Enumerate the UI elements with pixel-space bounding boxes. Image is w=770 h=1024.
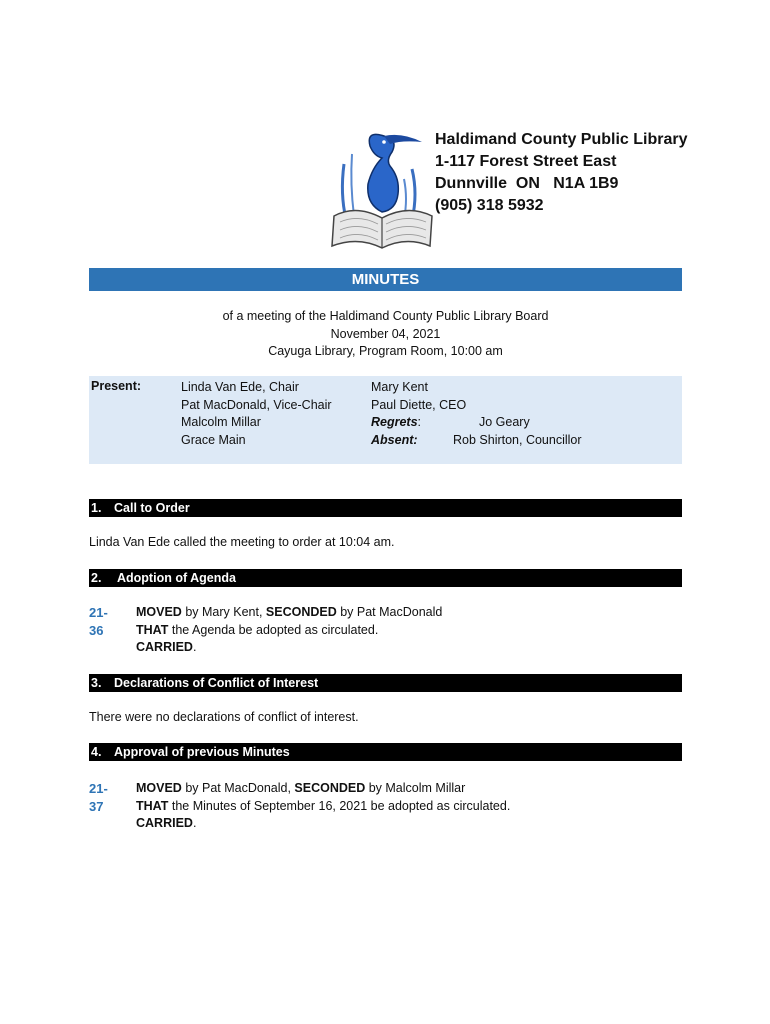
motion-result-end: .: [192, 640, 197, 654]
library-logo: [326, 124, 438, 254]
that-label: THAT: [136, 798, 169, 813]
section-number: 2.: [91, 571, 102, 585]
absent-row: [371, 432, 582, 450]
section-heading-adoption-of-agenda: [89, 569, 682, 587]
attendee: Paul Diette, CEO: [371, 397, 467, 412]
attendance-panel: [89, 376, 682, 464]
meeting-description: of a meeting of the Haldimand County Public Library Board: [222, 309, 549, 323]
seconded-label: SECONDED: [265, 605, 337, 619]
moved-label: MOVED: [136, 605, 182, 619]
attendee: Pat MacDonald, Vice-Chair: [181, 397, 332, 412]
attendance-column-2: [371, 379, 582, 449]
moved-by: by Mary Kent,: [181, 605, 266, 619]
section-title: Adoption of Agenda: [117, 571, 236, 585]
section-number: 3.: [91, 676, 102, 690]
attendee: Malcolm Millar: [181, 415, 261, 429]
meeting-date: November 04, 2021: [330, 326, 441, 341]
section-heading-conflict-of-interest: [89, 674, 682, 692]
meeting-location: Cayuga Library, Program Room, 10:00 am: [268, 344, 503, 358]
org-name: Haldimand County Public Library: [435, 131, 688, 148]
section-heading-call-to-order: [89, 499, 682, 517]
regrets-colon: :: [417, 415, 422, 429]
seconded-by: by Malcolm Millar: [365, 781, 466, 795]
motion-number: 21-37: [89, 781, 108, 814]
motion-result: CARRIED: [136, 640, 193, 654]
attendee: Linda Van Ede, Chair: [181, 380, 299, 394]
section-title: Declarations of Conflict of Interest: [114, 676, 319, 690]
motion-result: CARRIED: [136, 816, 193, 830]
attendee: Mary Kent: [371, 380, 428, 394]
section-number: 4.: [91, 745, 102, 759]
motion-text: the Agenda be adopted as circulated.: [168, 622, 379, 637]
city-postal: Dunnville ON N1A 1B9: [435, 175, 619, 192]
conflict-text: There were no declarations of conflict of interest.: [89, 710, 359, 724]
motion-body: [136, 604, 442, 657]
seconded-by: by Pat MacDonald: [336, 605, 443, 619]
regrets-value: Jo Geary: [479, 415, 530, 429]
regrets-label: Regrets: [371, 415, 418, 429]
that-label: THAT: [136, 622, 169, 637]
street-address: 1-117 Forest Street East: [435, 153, 617, 170]
seconded-label: SECONDED: [294, 781, 366, 795]
phone-number: (905) 318 5932: [435, 197, 544, 214]
motion-body: [136, 780, 510, 833]
heron-book-logo-icon: [326, 124, 438, 254]
section-heading-approval-of-minutes: [89, 743, 682, 761]
document-title: MINUTES: [89, 268, 682, 291]
call-to-order-text: Linda Van Ede called the meeting to order at 10:04 am.: [89, 535, 395, 549]
absent-label: Absent:: [371, 432, 418, 447]
library-address: [435, 129, 687, 217]
section-title: Call to Order: [114, 501, 190, 515]
meeting-info: [89, 308, 682, 361]
section-number: 1.: [91, 501, 102, 515]
attendee: Grace Main: [181, 432, 246, 447]
moved-label: MOVED: [136, 781, 182, 795]
motion-result-end: .: [192, 816, 197, 830]
regrets-row: [371, 414, 530, 432]
motion-number: 21-36: [89, 605, 108, 638]
attendance-column-1: [181, 379, 332, 449]
absent-value: Rob Shirton, Councillor: [453, 432, 582, 447]
section-title: Approval of previous Minutes: [114, 745, 290, 759]
present-label: Present:: [91, 379, 142, 393]
moved-by: by Pat MacDonald,: [181, 781, 295, 795]
motion-text: the Minutes of September 16, 2021 be adopted as circulated.: [168, 798, 511, 813]
